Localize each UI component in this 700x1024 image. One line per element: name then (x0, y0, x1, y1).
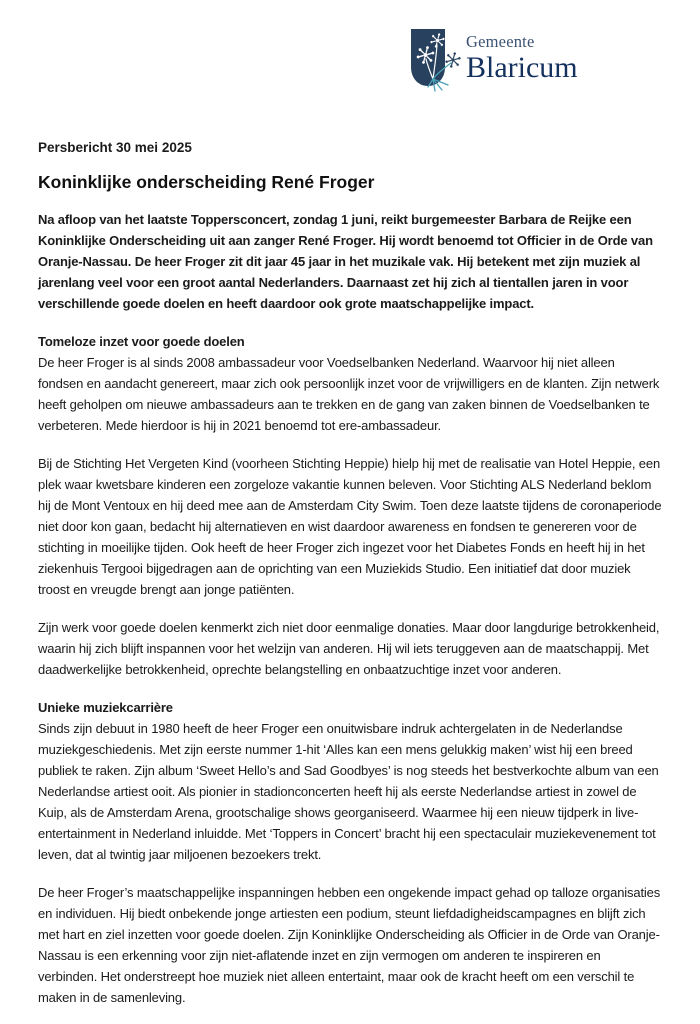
section-heading-goede-doelen: Tomeloze inzet voor goede doelen (38, 334, 245, 349)
page-title: Koninklijke onderscheiding René Froger (38, 172, 375, 192)
press-release-date-line: Persbericht 30 mei 2025 (38, 140, 192, 155)
press-release-content (38, 137, 663, 1024)
section-muziekcarriere (38, 697, 663, 1008)
logo-org-prefix: Gemeente (466, 32, 535, 51)
lead-paragraph: Na afloop van het laatste Toppersconcert, zondag 1 juni, reikt burgemeester Barbara de Reijke een Koninklijke Onderscheiding uit aan zanger René Froger. Hij wordt benoemd tot Officier in de Orde van Oranje-Nassau. De heer Froger zit dit jaar 45 jaar in het muzikale vak. Hij betekent met zijn muziek al jarenlang veel voor een groot aantal Nederlanders. Daarnaast zet hij zich al tientallen jaren in voor verschillende goede doelen en heeft daardoor ook grote maatschappelijke impact. (38, 212, 653, 311)
section-heading-muziekcarriere: Unieke muziekcarrière (38, 700, 173, 715)
paragraph: De heer Froger’s maatschappelijke inspanningen hebben een ongekende impact gehad op talloze organisaties en individuen. Hij biedt onbekende jonge artiesten een podium, steunt liefdadigheidscampagnes en blijft zich met hart en ziel inzetten voor goede doelen. Zijn Koninklijke Onderscheiding als Officier in de Orde van Oranje-Nassau is een erkenning voor zijn niet-aflatende inzet en zijn vermogen om anderen te inspireren en verbinden. Het onderstreept hoe muziek niet alleen entertaint, maar ook de kracht heeft om een verschil te maken in de samenleving. (38, 885, 661, 1005)
paragraph: Sinds zijn debuut in 1980 heeft de heer Froger een onuitwisbare indruk achtergelaten in de Nederlandse muziekgeschiedenis. Met zijn eerste nummer 1-hit ‘Alles kan een mens gelukkig maken’ wist hij een breed publiek te raken. Zijn album ‘Sweet Hello’s and Sad Goodbyes’ is nog steeds het bestverkochte album van een Nederlandse artiest ooit. Als pionier in stadionconcerten heeft hij als eerste Nederlandse artiest in zowel de Kuip, als de Amsterdam Arena, grootschalige shows georganiseerd. Waarmee hij een nieuw tijdperk in live-entertainment in Nederland inluidde. Met ‘Toppers in Concert’ bracht hij een spectaculair muziekevenement tot leven, dat al twintig jaar miljoenen bezoekers trekt. (38, 721, 659, 862)
paragraph: Zijn werk voor goede doelen kenmerkt zich niet door eenmalige donaties. Maar door langdurige betrokkenheid, waarin hij zich blijft inspannen voor het welzijn van anderen. Hij wil iets teruggeven aan de maatschappij. Met daadwerkelijke betrokkenheid, oprechte belangstelling en onbaatzuchtige inzet voor anderen. (38, 620, 660, 677)
paragraph: De heer Froger is al sinds 2008 ambassadeur voor Voedselbanken Nederland. Waarvoor hij niet alleen fondsen en aandacht genereert, maar zich ook persoonlijk inzet voor de vrijwilligers en de klanten. Zijn netwerk heeft geholpen om nieuwe ambassadeurs aan te trekken en de gang van zaken binnen de Voedselbanken te verbeteren. Mede hierdoor is hij in 2021 benoemd tot ere-ambassadeur. (38, 355, 660, 433)
blaricum-crest-icon (411, 29, 463, 93)
gemeente-blaricum-logo (411, 29, 578, 93)
logo-org-name: Blaricum (466, 51, 578, 84)
section-goede-doelen (38, 331, 663, 680)
paragraph: Bij de Stichting Het Vergeten Kind (voorheen Stichting Heppie) hielp hij met de realisatie van Hotel Heppie, een plek waar kwetsbare kinderen een zorgeloze vakantie kunnen beleven. Voor Stichting ALS Nederland beklom hij de Mont Ventoux en hij deed mee aan de Amsterdam City Swim. Toen deze laatste tijdens de coronaperiode niet door kon gaan, bedacht hij alternatieven en wist daardoor awareness en fondsen te genereren voor de stichting in moeilijke tijden. Ook heeft de heer Froger zich ingezet voor het Diabetes Fonds en heeft hij in het ziekenhuis Tergooi bijgedragen aan de oprichting van een Muziekids Studio. Een initiatief dat door muziek troost en vreugde brengt aan jonge patiënten. (38, 456, 662, 597)
logo-wordmark (466, 32, 578, 84)
